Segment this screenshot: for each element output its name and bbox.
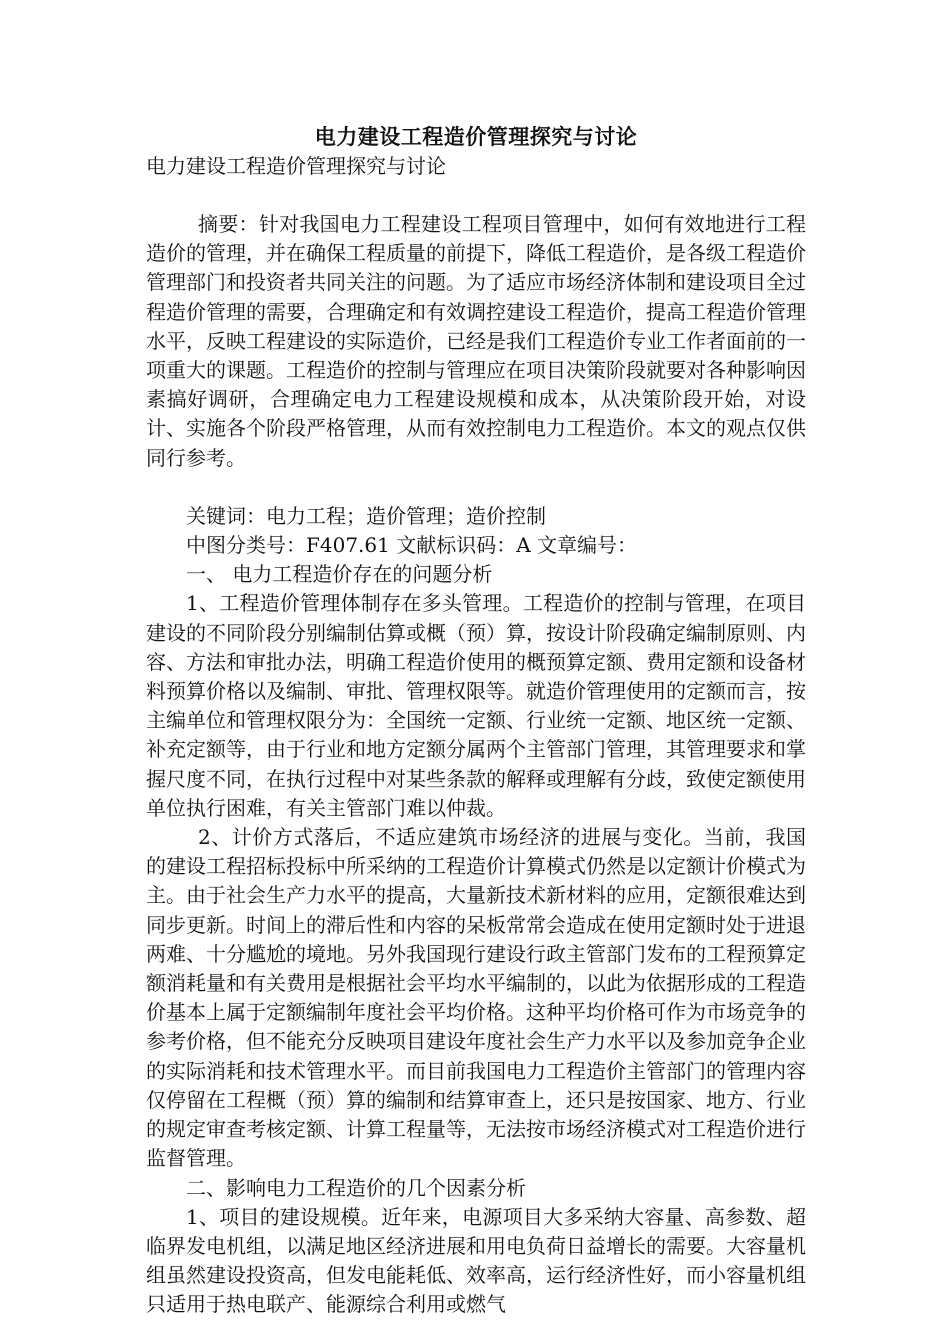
classification-line: 中图分类号：F407.61 文献标识码：A 文章编号： xyxy=(186,533,638,558)
section1-heading: 一、 电力工程造价存在的问题分析 xyxy=(186,562,493,587)
keywords-line: 关键词：电力工程；造价管理；造价控制 xyxy=(186,503,546,528)
document-title: 电力建设工程造价管理探究与讨论 xyxy=(314,124,638,149)
section1-paragraph-2: 2、计价方式落后，不适应建筑市场经济的进展与变化。当前，我国的建设工程招标投标中所采纳的工程造价计算模式仍然是以定额计价模式为主。由于社会生产力水平的提高，大量新技术新材料的应用，定额很难达到同步更新。时间上的滞后性和内容的呆板常常会造成在使用定额时处于进退两难、十分尴尬的境地。另外我国现行建设行政主管部门发布的工程预算定额消耗量和有关费用是根据社会平均水平编制的，以此为依据形成的工程造价基本上属于定额编制年度社会平均价格。这种平均价格可作为市场竞争的参考价格，但不能充分反映项目建设年度社会生产力水平以及参加竞争企业的实际消耗和技术管理水平。而目前我国电力工程造价主管部门的管理内容仅停留在工程概（预）算的编制和结算审查上，还只是按国家、地方、行业的规定审查考核定额、计算工程量等，无法按市场经济模式对工程造价进行监督管理。 xyxy=(146,825,806,1171)
section2-heading: 二、影响电力工程造价的几个因素分析 xyxy=(186,1175,526,1200)
section1-paragraph-1: 1、工程造价管理体制存在多头管理。工程造价的控制与管理，在项目建设的不同阶段分别编制估算或概（预）算，按设计阶段确定编制原则、内容、方法和审批办法，明确工程造价使用的概预算定额、费用定额和设备材料预算价格以及编制、审批、管理权限等。就造价管理使用的定额而言，按主编单位和管理权限分为：全国统一定额、行业统一定额、地区统一定额、补充定额等，由于行业和地方定额分属两个主管部门管理，其管理要求和掌握尺度不同，在执行过程中对某些条款的解释或理解有分歧，致使定额使用单位执行困难，有关主管部门难以仲裁。 xyxy=(146,591,806,820)
paragraph-gap xyxy=(146,473,806,502)
document-page xyxy=(146,122,806,1320)
document-subtitle: 电力建设工程造价管理探究与讨论 xyxy=(146,154,446,178)
section2-paragraph-1: 1、项目的建设规模。近年来，电源项目大多采纳大容量、高参数、超临界发电机组，以满足地区经济进展和用电负荷日益增长的需要。大容量机组虽然建设投资高，但发电能耗低、效率高，运行经济性好，而小容量机组只适用于热电联产、能源综合利用或燃气 xyxy=(146,1204,806,1317)
abstract-paragraph: 摘要：针对我国电力工程建设工程项目管理中，如何有效地进行工程造价的管理，并在确保工程质量的前提下，降低工程造价，是各级工程造价管理部门和投资者共同关注的问题。为了适应市场经济体制和建设项目全过程造价管理的需要，合理确定和有效调控建设工程造价，提高工程造价管理水平，反映工程建设的实际造价，已经是我们工程造价专业工作者面前的一项重大的课题。工程造价的控制与管理应在项目决策阶段就要对各种影响因素搞好调研，合理确定电力工程建设规模和成本，从决策阶段开始，对设计、实施各个阶段严格管理，从而有效控制电力工程造价。本文的观点仅供同行参考。 xyxy=(146,212,806,470)
